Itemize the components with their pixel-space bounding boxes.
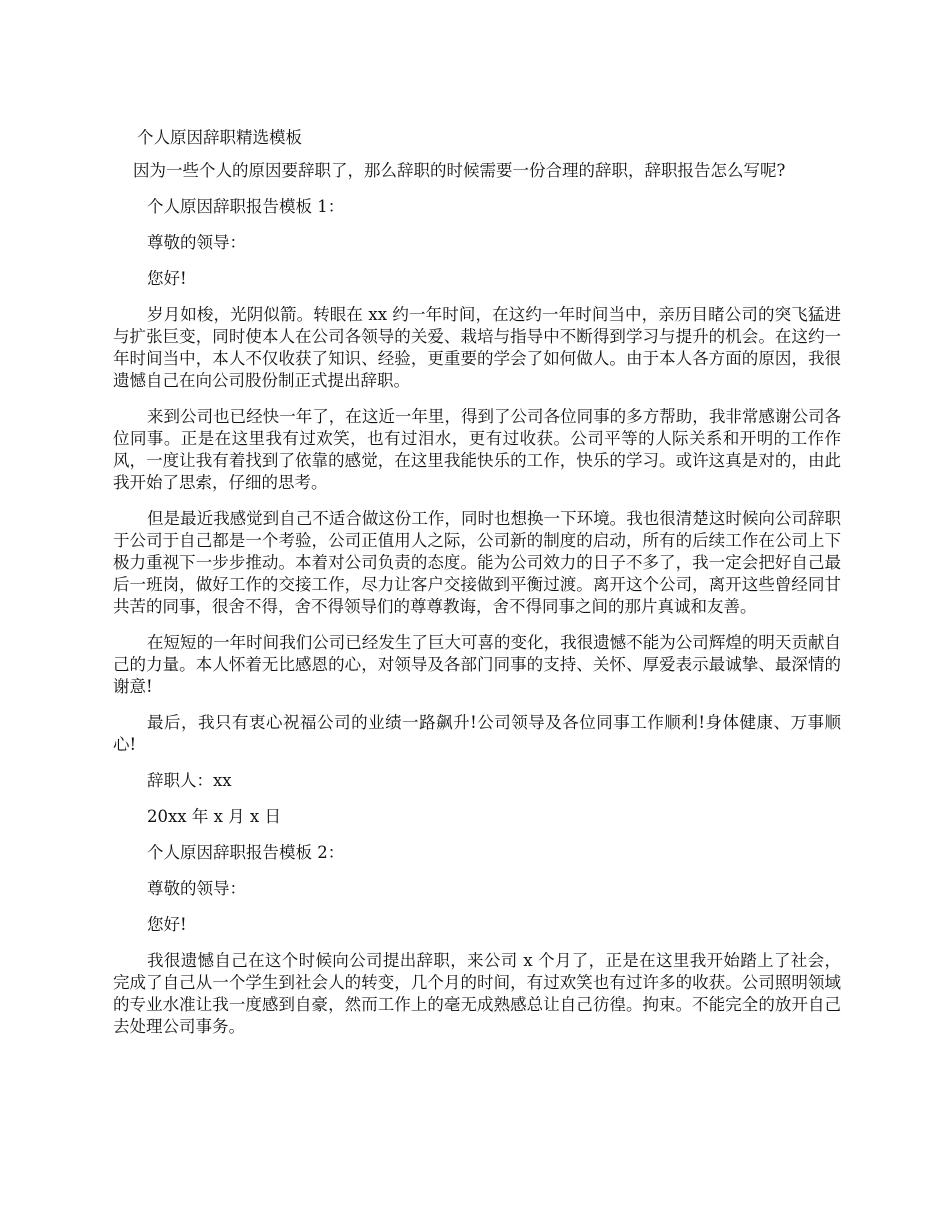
intro-paragraph: 因为一些个人的原因要辞职了，那么辞职的时候需要一份合理的辞职，辞职报告怎么写呢? <box>133 161 786 180</box>
template2-heading: 个人原因辞职报告模板 2： <box>147 843 345 862</box>
template1-paragraph: 但是最近我感觉到自己不适合做这份工作，同时也想换一下环境。我也很清楚这时候向公司辞职于公司于自己都是一个考验，公司正值用人之际，公司新的制度的启动，所有的后续工作在公司上下极力重视下一步步推动。本着对公司负责的态度。能为公司效力的日子不多了，我一定会把好自己最后一班岗，做好工作的交接工作，尽力让客户交接做到平衡过渡。离开这个公司，离开这些曾经同甘共苦的同事，很舍不得，舍不得领导们的尊尊教诲，舍不得同事之间的那片真诚和友善。 <box>113 509 841 616</box>
template1-heading: 个人原因辞职报告模板 1： <box>147 197 345 216</box>
template2-salutation: 尊敬的领导： <box>147 879 246 898</box>
template1-paragraph: 岁月如梭，光阴似箭。转眼在 xx 约一年时间，在这约一年时间当中，亲历目睹公司的突飞猛进与扩张巨变，同时使本人在公司各领导的关爱、栽培与指导中不断得到学习与提升的机会。在这约一年时间当中，本人不仅收获了知识、经验，更重要的学会了如何做人。由于本人各方面的原因，我很遗憾自己在向公司股份制正式提出辞职。 <box>113 305 841 390</box>
template1-paragraph: 来到公司也已经快一年了，在这近一年里，得到了公司各位同事的多方帮助，我非常感谢公司各位同事。正是在这里我有过欢笑，也有过泪水，更有过收获。公司平等的人际关系和开明的工作作风，一度让我有着找到了依靠的感觉，在这里我能快乐的工作，快乐的学习。或许这真是对的，由此我开始了思索，仔细的思考。 <box>113 407 841 492</box>
template1-paragraph: 最后，我只有衷心祝福公司的业绩一路飙升!公司领导及各位同事工作顺利!身体健康、万事顺心! <box>113 713 841 754</box>
template1-date: 20xx 年 x 月 x 日 <box>147 807 281 826</box>
document-body <box>113 160 841 1052</box>
template1-signature: 辞职人：xx <box>147 771 232 790</box>
template1-greeting: 您好! <box>147 269 187 288</box>
document-title: 个人原因辞职精选模板 <box>137 128 302 147</box>
template1-salutation: 尊敬的领导： <box>147 233 246 252</box>
template2-paragraph: 我很遗憾自己在这个时候向公司提出辞职，来公司 x 个月了，正是在这里我开始踏上了社会，完成了自己从一个学生到社会人的转变，几个月的时间，有过欢笑也有过许多的收获。公司照明领域的专业水准让我一度感到自豪，然而工作上的毫无成熟感总让自己彷徨。拘束。不能完全的放开自己去处理公司事务。 <box>113 951 841 1036</box>
template2-greeting: 您好! <box>147 915 187 934</box>
template1-paragraph: 在短短的一年时间我们公司已经发生了巨大可喜的变化，我很遗憾不能为公司辉煌的明天贡献自己的力量。本人怀着无比感恩的心，对领导及各部门同事的支持、关怀、厚爱表示最诚挚、最深情的谢意! <box>113 633 841 696</box>
